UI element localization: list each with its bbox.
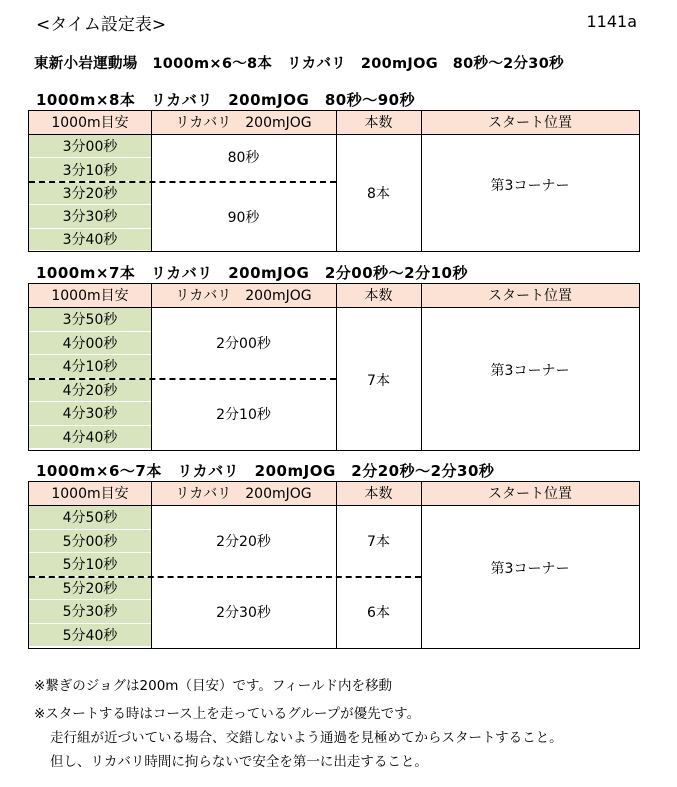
pace-cell: 5分10秒 bbox=[29, 553, 151, 577]
recovery-value: 2分20秒 bbox=[216, 534, 271, 550]
column-header-start: スタート位置 bbox=[488, 115, 572, 131]
note-priority: ※スタートする時はコース上を走っているグループが優先です。 bbox=[34, 706, 421, 722]
table-header-row bbox=[29, 482, 639, 506]
column-header-recovery: リカバリ 200mJOG bbox=[175, 115, 312, 131]
group-divider bbox=[29, 378, 336, 380]
section-2-table bbox=[28, 283, 640, 451]
note-jog: ※繋ぎのジョグは200m（目安）です。フィールド内を移動 bbox=[34, 678, 393, 694]
table-header-row bbox=[29, 284, 639, 308]
note-crossing: 走行組が近づいている場合、交錯しないよう通過を見極めてからスタートすること。 bbox=[50, 730, 563, 746]
group-divider bbox=[29, 181, 336, 183]
column-header-recovery: リカバリ 200mJOG bbox=[175, 486, 312, 502]
column-header-start: スタート位置 bbox=[488, 486, 572, 502]
column-header-reps: 本数 bbox=[364, 288, 393, 304]
start-position: 第3コーナー bbox=[490, 363, 570, 379]
pace-cell: 5分40秒 bbox=[29, 624, 151, 648]
group-divider bbox=[29, 576, 421, 578]
pace-cell: 4分40秒 bbox=[29, 426, 151, 450]
column-header-pace: 1000m目安 bbox=[51, 115, 129, 131]
column-header-reps: 本数 bbox=[364, 115, 393, 131]
reps-value: 6本 bbox=[367, 605, 390, 621]
section-2-title: 1000m×7本 リカバリ 200mJOG 2分00秒～2分10秒 bbox=[36, 264, 468, 282]
reps-value: 7本 bbox=[367, 534, 390, 550]
section-1-table bbox=[28, 110, 640, 252]
start-position: 第3コーナー bbox=[490, 178, 570, 194]
pace-cell: 3分10秒 bbox=[29, 158, 151, 181]
pace-cell: 3分40秒 bbox=[29, 229, 151, 251]
note-safety: 但し、リカバリ時間に拘らないで安全を第一に出走すること。 bbox=[50, 754, 428, 770]
pace-cell: 3分00秒 bbox=[29, 135, 151, 158]
recovery-value: 90秒 bbox=[227, 210, 260, 226]
column-header-start: スタート位置 bbox=[488, 288, 572, 304]
reps-value: 8本 bbox=[367, 186, 390, 202]
recovery-value: 2分30秒 bbox=[216, 605, 271, 621]
pace-cell: 3分30秒 bbox=[29, 205, 151, 228]
document-code: 1141a bbox=[586, 12, 637, 31]
pace-cell: 4分50秒 bbox=[29, 506, 151, 530]
column-header-pace: 1000m目安 bbox=[51, 486, 129, 502]
pace-cell: 4分10秒 bbox=[29, 355, 151, 379]
pace-cell: 5分30秒 bbox=[29, 600, 151, 624]
recovery-value: 80秒 bbox=[227, 150, 260, 166]
page-title: <タイム設定表> bbox=[36, 15, 167, 35]
pace-cell: 3分50秒 bbox=[29, 308, 151, 332]
section-1-title: 1000m×8本 リカバリ 200mJOG 80秒～90秒 bbox=[36, 91, 416, 109]
recovery-value: 2分00秒 bbox=[216, 336, 271, 352]
pace-cell: 3分20秒 bbox=[29, 182, 151, 205]
column-header-recovery: リカバリ 200mJOG bbox=[175, 288, 312, 304]
pace-cell: 5分00秒 bbox=[29, 530, 151, 554]
column-divider bbox=[336, 284, 337, 450]
section-3-title: 1000m×6～7本 リカバリ 200mJOG 2分20秒～2分30秒 bbox=[36, 462, 495, 480]
start-position: 第3コーナー bbox=[490, 561, 570, 577]
venue-summary: 東新小岩運動場 1000m×6～8本 リカバリ 200mJOG 80秒～2分30秒 bbox=[34, 56, 564, 72]
section-3-table bbox=[28, 481, 640, 649]
pace-cell: 4分00秒 bbox=[29, 332, 151, 356]
table-header-row bbox=[29, 111, 639, 135]
pace-cell: 5分20秒 bbox=[29, 577, 151, 601]
column-header-reps: 本数 bbox=[364, 486, 393, 502]
column-header-pace: 1000m目安 bbox=[51, 288, 129, 304]
recovery-value: 2分10秒 bbox=[216, 407, 271, 423]
pace-cell: 4分30秒 bbox=[29, 402, 151, 426]
pace-cell: 4分20秒 bbox=[29, 379, 151, 403]
reps-value: 7本 bbox=[367, 373, 390, 389]
